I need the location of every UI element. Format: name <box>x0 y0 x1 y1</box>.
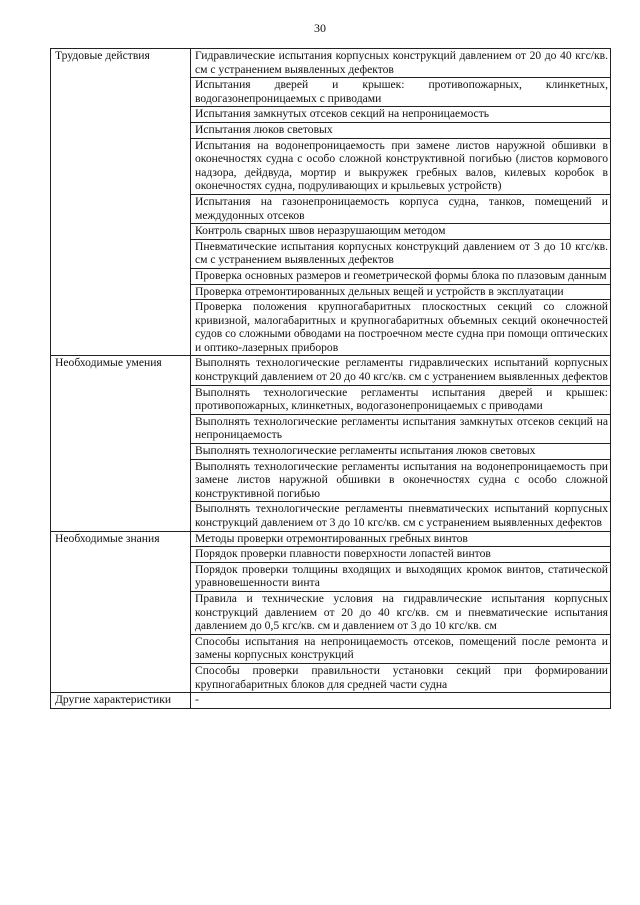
table-cell: Контроль сварных швов неразрушающим методом <box>191 224 611 240</box>
table-row <box>51 356 611 385</box>
table-cell: Испытания на газонепроницаемость корпуса судна, танков, помещений и междудонных отсеков <box>191 194 611 223</box>
table-cell: Способы проверки правильности установки секций при формировании крупногабаритных блоков для средней части судна <box>191 663 611 692</box>
table-cell: Выполнять технологические регламенты гидравлических испытаний корпусных конструкций давлением от 20 до 40 кгс/кв. см с устранением выявленных дефектов <box>191 356 611 385</box>
table-cell: Испытания дверей и крышек: противопожарных, клинкетных, водогазонепроницаемых с приводами <box>191 78 611 107</box>
table-row <box>51 531 611 547</box>
table-cell: Порядок проверки толщины входящих и выходящих кромок винтов, статической уравновешенности винта <box>191 562 611 591</box>
table-cell: Пневматические испытания корпусных конструкций давлением от 3 до 10 кгс/кв. см с устранением выявленных дефектов <box>191 239 611 268</box>
table-cell: Испытания на водонепроницаемость при замене листов наружной обшивки в оконечностях судна с особо сложной конструктивной погибью (листов кормового надзора, дейдвуда, мортир и выкружек гребных валов, килевых коробок в оконечностях судна, подруливающих и крыльевых устройств) <box>191 138 611 194</box>
table-cell: Выполнять технологические регламенты испытания люков световых <box>191 444 611 460</box>
table-cell: Выполнять технологические регламенты испытания на водонепроницаемость при замене листов наружной обшивки в оконечностях судна с особо сложной конструктивной погибью <box>191 459 611 502</box>
table-cell: Порядок проверки плавности поверхности лопастей винтов <box>191 547 611 563</box>
table-cell: Проверка положения крупногабаритных плоскостных секций со сложной кривизной, малогабаритных и крупногабаритных объемных секций оконечностей судов со сложными обводами на построечном месте судна при помощи оптических и оптико-лазерных приборов <box>191 300 611 356</box>
page-number: 30 <box>314 21 326 35</box>
table-cell: Проверка отремонтированных дельных вещей и устройств в эксплуатации <box>191 284 611 300</box>
characteristics-table <box>50 48 611 709</box>
table-cell: Способы испытания на непроницаемость отсеков, помещений после ремонта и замены корпусных конструкций <box>191 634 611 663</box>
section-label: Необходимые знания <box>51 531 191 693</box>
table-cell: Методы проверки отремонтированных гребных винтов <box>191 531 611 547</box>
table-cell: Выполнять технологические регламенты испытания замкнутых отсеков секций на непроницаемость <box>191 414 611 443</box>
table-cell: Проверка основных размеров и геометрической формы блока по плазовым данным <box>191 268 611 284</box>
table-cell: Испытания люков световых <box>191 122 611 138</box>
table-cell: Гидравлические испытания корпусных конструкций давлением от 20 до 40 кгс/кв. см с устранением выявленных дефектов <box>191 49 611 78</box>
table-cell: Выполнять технологические регламенты испытания дверей и крышек: противопожарных, клинкетных, водогазонепроницаемых с приводами <box>191 385 611 414</box>
table-cell: Испытания замкнутых отсеков секций на непроницаемость <box>191 107 611 123</box>
table-row <box>51 693 611 709</box>
table-cell: Выполнять технологические регламенты пневматических испытаний корпусных конструкций давлением от 3 до 10 кгс/кв. см с устранением выявленных дефектов <box>191 502 611 531</box>
table-row <box>51 49 611 78</box>
section-label: Необходимые умения <box>51 356 191 531</box>
section-label: Трудовые действия <box>51 49 191 356</box>
table-cell: Правила и технические условия на гидравлические испытания корпусных конструкций давлением от 20 до 40 кгс/кв. см и пневматические испытания давлением до 0,5 кгс/кв. см и давлением от 3 до 10 кгс/кв. см <box>191 591 611 634</box>
table-cell: - <box>191 693 611 709</box>
section-label: Другие характеристики <box>51 693 191 709</box>
